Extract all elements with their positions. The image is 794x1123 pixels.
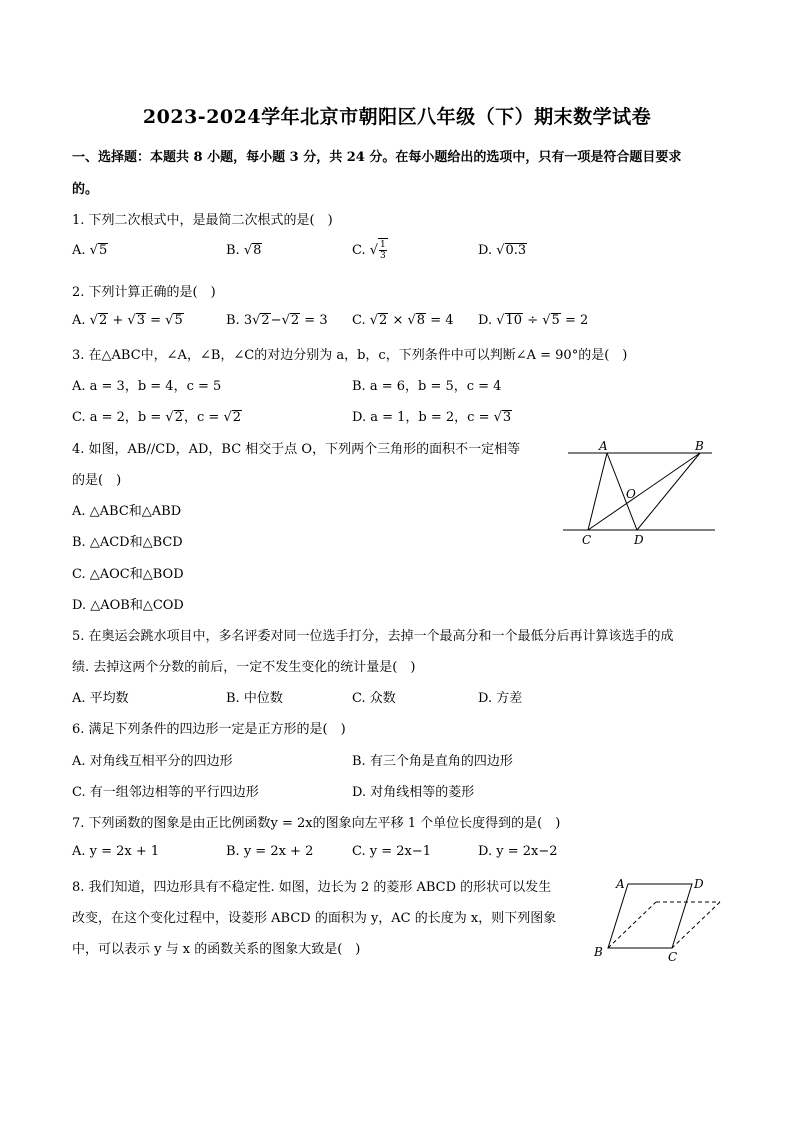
q2-option-b: B. 3√2−√2 = 3 bbox=[226, 313, 328, 328]
q6-option-d: D. 对角线相等的菱形 bbox=[352, 785, 475, 800]
q4-option-c: C. △AOC和△BOD bbox=[72, 567, 184, 582]
q4-option-b: B. △ACD和△BCD bbox=[72, 535, 183, 550]
q6-option-c: C. 有一组邻边相等的平行四边形 bbox=[72, 785, 259, 800]
q8-label-c: C bbox=[668, 950, 678, 964]
q7-option-a: A. y = 2x + 1 bbox=[72, 844, 160, 859]
q6-option-b: B. 有三个角是直角的四边形 bbox=[352, 754, 513, 769]
q8-stem: 8. 我们知道，四边形具有不稳定性. 如图，边长为 2 的菱形 ABCD 的形状可以发生 bbox=[72, 880, 552, 895]
q5-option-a: A. 平均数 bbox=[72, 691, 129, 706]
q1-option-b: B. √8 bbox=[226, 243, 262, 258]
q7-option-d: D. y = 2x−2 bbox=[478, 844, 558, 859]
q6-option-a: A. 对角线互相平分的四边形 bbox=[72, 754, 233, 769]
q4-stem: 4. 如图，AB//CD，AD，BC 相交于点 O，下列两个三角形的面积不一定相等 bbox=[72, 442, 521, 457]
q3-option-a: A. a = 3，b = 4，c = 5 bbox=[72, 379, 222, 394]
q2-stem: 2. 下列计算正确的是( ) bbox=[72, 285, 216, 300]
q5-option-c: C. 众数 bbox=[352, 691, 396, 706]
q3-stem: 3. 在△ABC中，∠A，∠B，∠C的对边分别为 a，b，c，下列条件中可以判断∠A = 90°的是( ) bbox=[72, 348, 628, 363]
q8-stem-line3: 中，可以表示 y 与 x 的函数关系的图象大致是( ) bbox=[72, 942, 361, 957]
q1-option-a: A. √5 bbox=[72, 243, 108, 258]
q3-option-b: B. a = 6，b = 5，c = 4 bbox=[352, 379, 502, 394]
q7-option-b: B. y = 2x + 2 bbox=[226, 844, 314, 859]
q1-option-c: C. √ $\frac{1}{3}$ bbox=[352, 240, 386, 261]
q5-option-b: B. 中位数 bbox=[226, 691, 283, 706]
q5-stem-cont: 绩. 去掉这两个分数的前后，一定不发生变化的统计量是( ) bbox=[72, 660, 416, 675]
q5-option-d: D. 方差 bbox=[478, 691, 523, 706]
q4-option-a: A. △ABC和△ABD bbox=[72, 504, 182, 519]
q4-label-b: B bbox=[695, 439, 704, 453]
q2-option-a: A. √2 + √3 = √5 bbox=[72, 313, 183, 328]
q2-option-d: D. √10 ÷ √5 = 2 bbox=[478, 313, 589, 328]
q5-stem: 5. 在奥运会跳水项目中，多名评委对同一位选手打分，去掉一个最高分和一个最低分后再计算该选手的成 bbox=[72, 629, 674, 644]
q1-stem: 1. 下列二次根式中，是最简二次根式的是( ) bbox=[72, 213, 333, 228]
q4-label-d: D bbox=[634, 533, 644, 547]
q3-option-c: C. a = 2，b = √2，c = √2 bbox=[72, 410, 242, 425]
q4-stem-cont: 的是( ) bbox=[72, 473, 122, 488]
section-header: 一、选择题：本题共 8 小题，每小题 3 分，共 24 分。在每小题给出的选项中，只有一项是符合题目要求 bbox=[72, 150, 682, 165]
q3-option-d: D. a = 1，b = 2，c = √3 bbox=[352, 410, 512, 425]
q2-option-c: C. √2 × √8 = 4 bbox=[352, 313, 454, 328]
q8-label-b: B bbox=[594, 945, 603, 959]
q7-option-c: C. y = 2x−1 bbox=[352, 844, 432, 859]
q8-figure bbox=[588, 872, 724, 964]
section-header-cont: 的。 bbox=[72, 182, 99, 197]
q4-label-c: C bbox=[582, 533, 592, 547]
page-title: 2023-2024学年北京市朝阳区八年级（下）期末数学试卷 bbox=[142, 106, 652, 128]
q4-option-d: D. △AOB和△COD bbox=[72, 598, 184, 613]
q4-label-o: O bbox=[626, 487, 636, 501]
q8-stem-line2: 改变，在这个变化过程中，设菱形 ABCD 的面积为 y，AC 的长度为 x，则下列图象 bbox=[72, 911, 557, 926]
q8-label-a: A bbox=[616, 877, 625, 891]
q4-figure bbox=[560, 436, 720, 548]
q6-stem: 6. 满足下列条件的四边形一定是正方形的是( ) bbox=[72, 722, 346, 737]
q8-label-d: D bbox=[694, 877, 704, 891]
q4-label-a: A bbox=[599, 439, 608, 453]
q1-option-d: D. √0.3 bbox=[478, 243, 527, 258]
q7-stem: 7. 下列函数的图象是由正比例函数y = 2x的图象向左平移 1 个单位长度得到的是( ) bbox=[72, 816, 561, 831]
